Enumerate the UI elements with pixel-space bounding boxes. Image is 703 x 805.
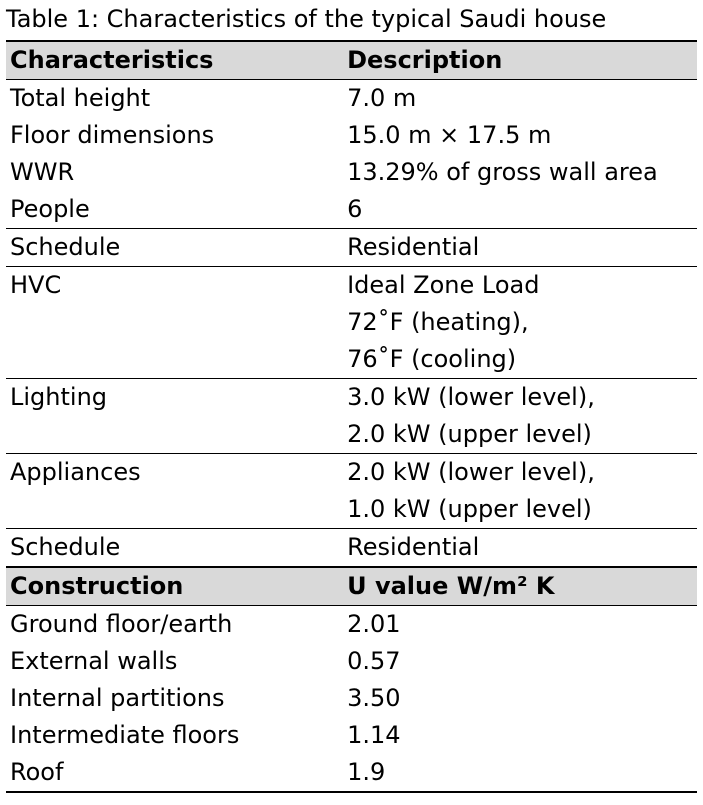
table-caption: Table 1: Characteristics of the typical Saudi house [6, 5, 607, 33]
row-value [343, 154, 697, 191]
row-label: Ground floor/earth [10, 610, 233, 638]
row-label: Total height [10, 84, 151, 112]
value-line: 2.0 kW (lower level), [347, 458, 595, 486]
row-value [343, 379, 697, 454]
row-label: People [10, 195, 90, 223]
table-row [6, 606, 697, 644]
table-header-row [6, 41, 697, 80]
table-row [6, 680, 697, 717]
value-line: 2.0 kW (upper level) [347, 420, 592, 448]
row-label: Appliances [6, 454, 343, 529]
header-characteristics: Characteristics [6, 41, 343, 80]
row-value: 3.50 [347, 684, 401, 712]
table-row [6, 454, 697, 529]
value-line: 13.29% of gross wall area [347, 158, 658, 186]
value-line: 7.0 m [347, 84, 417, 112]
table-row [6, 379, 697, 454]
row-value [343, 229, 697, 267]
value-line: 1.0 kW (upper level) [347, 495, 592, 523]
header-construction: Construction [6, 567, 343, 606]
table-row [6, 717, 697, 754]
value-line: Residential [347, 233, 480, 261]
table-row [6, 267, 697, 379]
row-value [343, 191, 697, 229]
table-row [6, 117, 697, 154]
header-description: Description [343, 41, 697, 80]
row-label: Roof [6, 754, 343, 792]
header-u-value: U value W/m² K [343, 567, 697, 606]
value-line: Residential [347, 533, 480, 561]
row-label: WWR [10, 158, 75, 186]
row-label: Schedule [6, 229, 343, 267]
row-value: 2.01 [347, 610, 401, 638]
table-row [6, 754, 697, 792]
table-row [6, 643, 697, 680]
construction-header-row [6, 567, 697, 606]
row-label: External walls [10, 647, 178, 675]
row-label: Schedule [6, 529, 343, 568]
row-value [343, 529, 697, 568]
value-line: 76˚F (cooling) [347, 345, 517, 373]
row-value: 1.9 [343, 754, 697, 792]
row-value: 0.57 [347, 647, 401, 675]
row-label: HVC [6, 267, 343, 379]
row-value: 1.14 [347, 721, 401, 749]
row-value [343, 454, 697, 529]
value-line: 72˚F (heating), [347, 308, 529, 336]
value-line: Ideal Zone Load [347, 271, 540, 299]
value-line: 15.0 m × 17.5 m [347, 121, 552, 149]
value-line: 6 [347, 195, 363, 223]
row-value [343, 80, 697, 118]
table-row [6, 154, 697, 191]
row-value [343, 117, 697, 154]
table-row [6, 80, 697, 118]
table-row [6, 191, 697, 229]
characteristics-table [6, 40, 697, 793]
row-label: Floor dimensions [10, 121, 215, 149]
table-row [6, 229, 697, 267]
row-label: Internal partitions [10, 684, 225, 712]
row-label: Intermediate floors [10, 721, 240, 749]
row-label: Lighting [6, 379, 343, 454]
value-line: 3.0 kW (lower level), [347, 383, 595, 411]
row-value [343, 267, 697, 379]
table-row [6, 529, 697, 568]
